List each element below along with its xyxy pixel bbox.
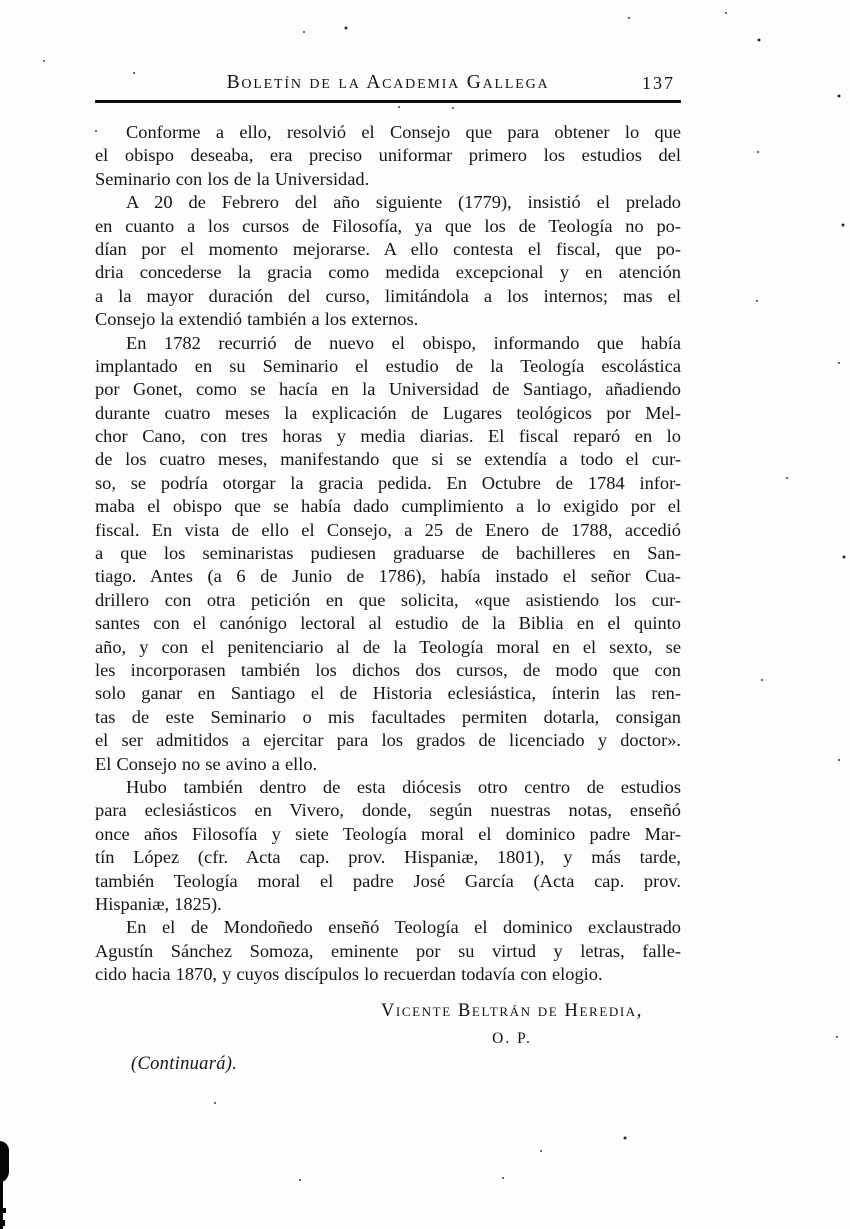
text-line: les incorporasen también los dichos dos cursos, de modo que con <box>95 659 681 680</box>
text-line: En 1782 recurrió de nuevo el obispo, informando que había <box>126 332 681 353</box>
text-line: Conforme a ello, resolvió el Consejo que para obtener lo que <box>126 122 681 142</box>
running-header <box>95 72 681 98</box>
text-line: dían por el momento mejorarse. A ello contesta el fiscal, que po- <box>95 238 681 259</box>
signature-name: Vicente Beltrán de Heredia, <box>380 1001 644 1021</box>
text-line: once años Filosofía y siete Teología moral el dominico padre Mar- <box>95 823 681 844</box>
signature-order: O. P. <box>492 1030 532 1047</box>
paragraph <box>95 776 681 916</box>
text-line: Seminario con los de la Universidad. <box>95 168 370 189</box>
scan-artifact-mark <box>0 1220 5 1226</box>
scan-artifact-blob <box>0 1141 9 1183</box>
text-line: A 20 de Febrero del año siguiente (1779), insistió el prelado <box>126 192 681 213</box>
text-line: Consejo la extendió también a los externos. <box>95 309 419 330</box>
text-line: drillero con otra petición en que solicita, «que asistiendo los cur- <box>95 589 681 610</box>
text-line: fiscal. En vista de ello el Consejo, a 25 de Enero de 1788, accedió <box>95 519 681 540</box>
text-line: Hispaniæ, 1825). <box>95 893 222 914</box>
paragraph <box>95 332 681 776</box>
paragraph <box>95 191 681 331</box>
signature-block <box>378 1001 646 1048</box>
text-line: durante cuatro meses la explicación de Lugares teológicos por Mel- <box>95 402 681 423</box>
text-line: maba el obispo que se había dado cumplimiento a lo exigido por el <box>95 496 681 517</box>
text-line: solo ganar en Santiago el de Historia eclesiástica, ínterin las ren- <box>95 683 681 704</box>
text-line: dria concederse la gracia como medida excepcional y en atención <box>95 262 681 283</box>
continuation-note: (Continuará). <box>131 1054 238 1074</box>
paragraph <box>95 121 681 191</box>
text-line: para eclesiásticos en Vivero, donde, según nuestras notas, enseñó <box>95 800 681 821</box>
text-line: el obispo deseaba, era preciso uniformar primero los estudios del <box>95 145 681 166</box>
text-line: Hubo también dentro de esta diócesis otro centro de estudios <box>126 776 681 797</box>
text-line: El Consejo no se avino a ello. <box>95 753 318 774</box>
text-line: el ser admitidos a ejercitar para los grados de licenciado y doctor». <box>95 730 681 751</box>
text-line: tas de este Seminario o mis facultades permiten dotarla, consigan <box>95 706 681 727</box>
text-line: también Teología moral el padre José García (Acta cap. prov. <box>95 870 681 891</box>
scan-noise-specks <box>0 0 2 2</box>
text-line: santes con el canónigo lectoral al estudio de la Biblia en el quinto <box>95 613 681 634</box>
header-rule <box>95 100 681 103</box>
text-line: En el de Mondoñedo enseñó Teología el dominico exclaustrado <box>126 917 681 938</box>
text-line: chor Cano, con tres horas y media diarias. El fiscal reparó en lo <box>95 426 681 447</box>
page-header-title: Boletín de la Academia Gallega <box>226 72 550 93</box>
text-line: cido hacia 1870, y cuyos discípulos lo recuerdan todavía con elogio. <box>95 964 603 985</box>
scan-artifact-mark <box>0 1208 6 1213</box>
page-number: 137 <box>642 73 675 93</box>
text-block <box>95 121 681 986</box>
text-line: Agustín Sánchez Somoza, eminente por su virtud y letras, falle- <box>95 940 681 961</box>
text-line: de los cuatro meses, manifestando que si se extendía a todo el cur- <box>95 449 681 470</box>
text-line: tiago. Antes (a 6 de Junio de 1786), había instado el señor Cua- <box>95 566 681 587</box>
text-line: implantado en su Seminario el estudio de la Teología escolástica <box>95 355 681 376</box>
text-line: por Gonet, como se hacía en la Universidad de Santiago, añadiendo <box>95 379 681 400</box>
paragraph <box>95 916 681 986</box>
text-line: año, y con el penitenciario al de la Teología moral en el sexto, se <box>95 636 681 657</box>
text-line: en cuanto a los cursos de Filosofía, ya que los de Teología no po- <box>95 215 681 236</box>
text-line: a que los seminaristas pudiesen graduarse de bachilleres en San- <box>95 543 681 564</box>
text-line: tín López (cfr. Acta cap. prov. Hispaniæ, 1801), y más tarde, <box>95 847 681 868</box>
text-line: so, se podría otorgar la gracia pedida. En Octubre de 1784 infor- <box>95 472 681 493</box>
text-line: a la mayor duración del curso, limitándola a los internos; mas el <box>95 285 681 306</box>
